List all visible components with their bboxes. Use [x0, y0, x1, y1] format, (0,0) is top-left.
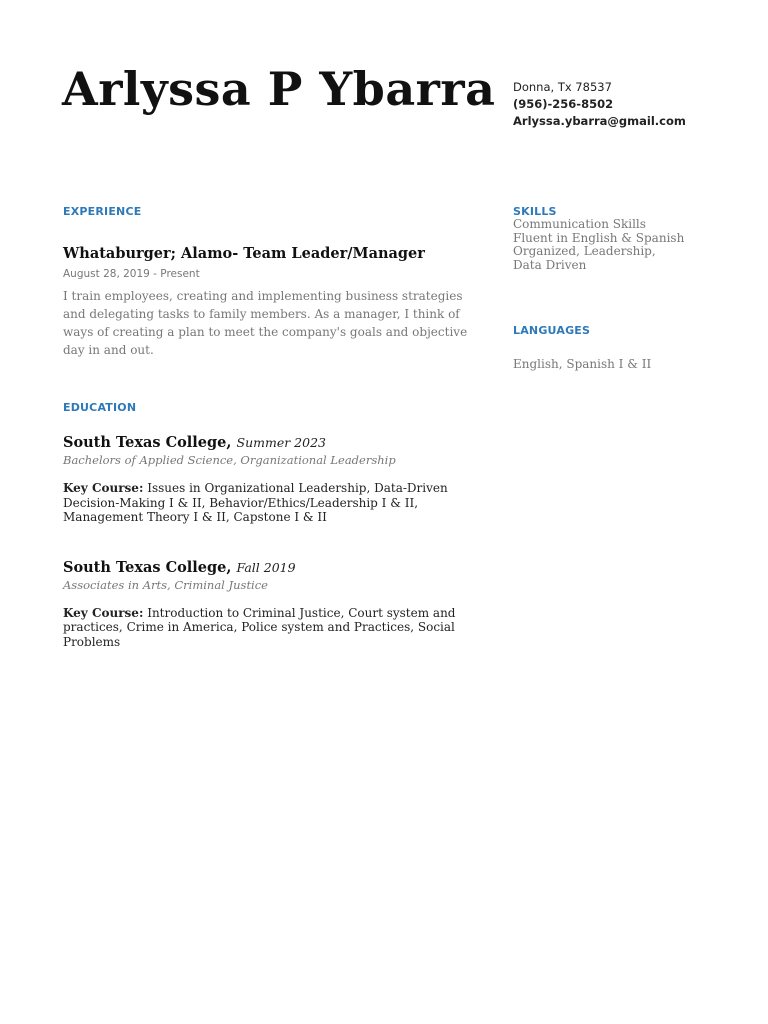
contact-location: Donna, Tx 78537: [513, 80, 612, 94]
languages-heading: LANGUAGES: [513, 324, 591, 337]
job-description: I train employees, creating and implementing business strategies and delegating tasks to family members. As a manager, I think of ways of creating a plan to meet the company's goals and objective day in and out.: [63, 289, 468, 357]
education-entry: [63, 559, 475, 650]
skill-item: Fluent in English & Spanish: [513, 230, 685, 245]
languages-text: English, Spanish I & II: [513, 357, 652, 371]
key-courses: [63, 606, 475, 650]
job-dates: August 28, 2019 - Present: [63, 268, 200, 280]
key-course-list: Issues in Organizational Leadership, Data-Driven Decision-Making I & II, Behavior/Ethics/Leadership I & II, Management Theory I & II, Capstone I & II: [63, 481, 448, 524]
school-line: [63, 559, 475, 576]
skill-item: Organized, Leadership, Data Driven: [513, 244, 656, 272]
key-courses: [63, 481, 475, 525]
side-column: [513, 205, 688, 371]
main-column: [63, 205, 475, 649]
key-course-label: Key Course:: [63, 605, 144, 620]
job-title: Whataburger; Alamo- Team Leader/Manager: [63, 245, 425, 262]
school-term: Summer 2023: [236, 435, 326, 450]
school-term: Fall 2019: [236, 559, 296, 575]
job-entry: [63, 245, 475, 359]
school-name: South Texas College,: [63, 558, 232, 576]
skill-item: Communication Skills: [513, 217, 646, 231]
key-course-label: Key Course:: [63, 481, 144, 495]
school-name: South Texas College,: [63, 434, 232, 451]
resume-name: Arlyssa P Ybarra: [62, 62, 496, 116]
languages-section: [513, 324, 688, 371]
education-heading: EDUCATION: [63, 401, 137, 414]
experience-heading: EXPERIENCE: [63, 205, 142, 218]
contact-block: [513, 79, 686, 130]
degree: Associates in Arts, Criminal Justice: [63, 577, 268, 592]
education-section: [63, 401, 475, 649]
contact-email: Arlyssa.ybarra@gmail.com: [513, 114, 686, 128]
school-line: [63, 434, 475, 451]
experience-section: [63, 205, 475, 359]
key-course-list: Introduction to Criminal Justice, Court system and practices, Crime in America, Police system and Practices, Social Problems: [63, 605, 456, 649]
skills-heading: SKILLS: [513, 205, 557, 218]
degree: Bachelors of Applied Science, Organizational Leadership: [63, 453, 396, 467]
skills-section: [513, 205, 688, 272]
education-entry: [63, 434, 475, 525]
contact-phone: (956)-256-8502: [513, 97, 614, 111]
